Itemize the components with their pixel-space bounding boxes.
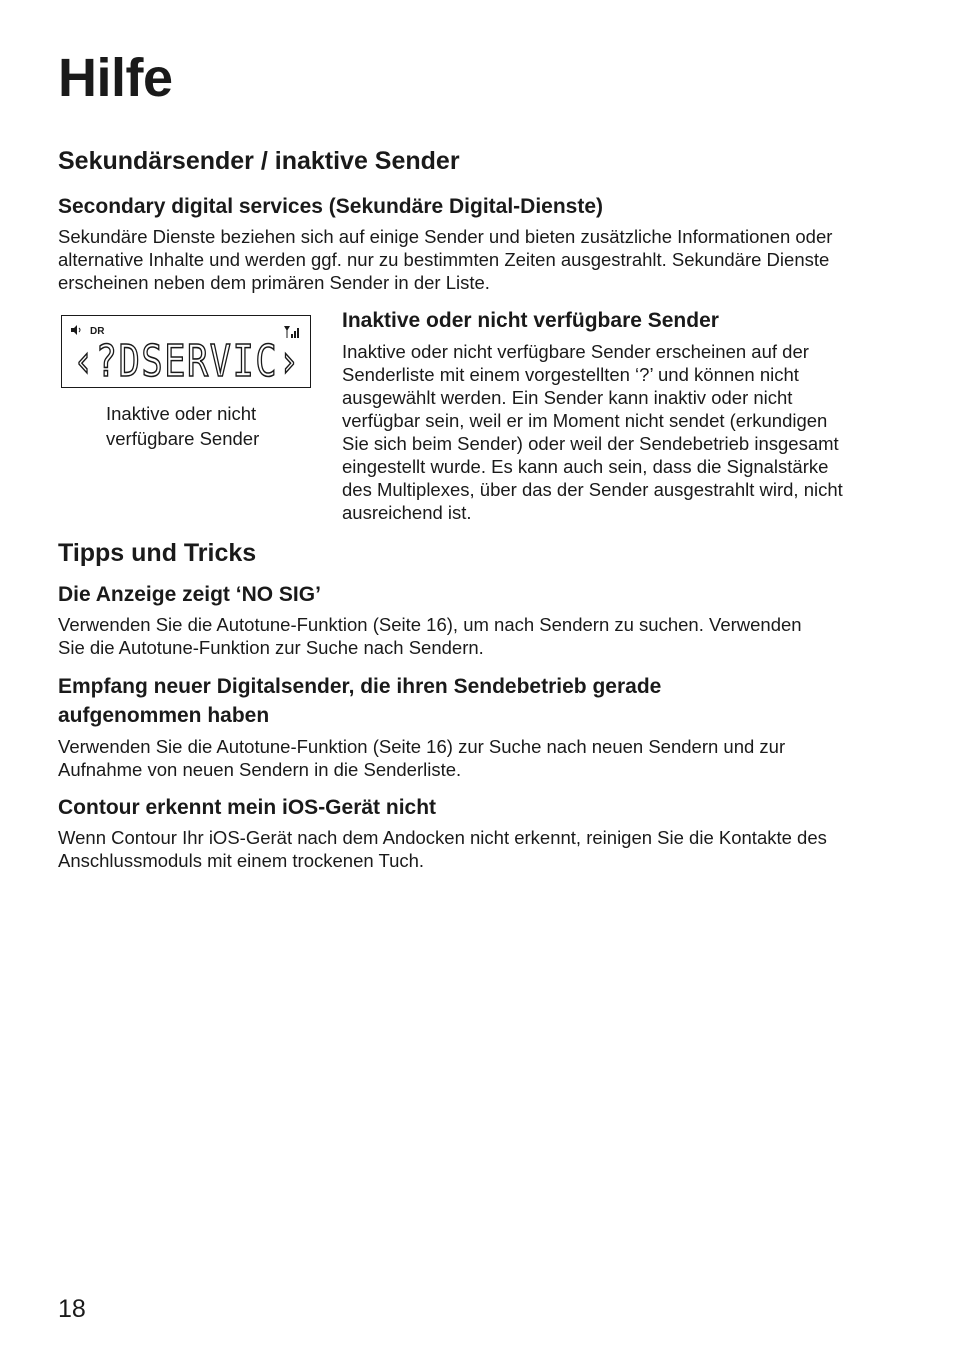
radio-display-illustration [61,315,311,388]
page-title: Hilfe [58,48,173,108]
section-heading-tips: Tipps und Tricks [58,539,257,567]
heading-line: aufgenommen haben [58,704,270,727]
lcd-text: ‹?DSERVIC› [73,336,301,387]
subheading-no-sig: Die Anzeige zeigt ‘NO SIG’ [58,583,321,606]
section-heading-secondary-services: Sekundärsender / inaktive Sender [58,147,460,175]
text-line: Aufnahme von neuen Sendern in die Senderliste. [58,759,462,780]
subheading-inactive-stations: Inaktive oder nicht verfügbare Sender [342,309,719,332]
subheading-secondary-digital-services: Secondary digital services (Sekundäre Digital-Dienste) [58,195,604,218]
text-line: eingestellt wurde. Es kann auch sein, dass die Signalstärke [342,456,829,477]
paragraph-new-stations [58,735,898,781]
figure-caption [106,401,286,451]
subheading-new-stations [58,672,898,730]
text-line: ausgewählt werden. Ein Sender kann inaktiv oder nicht [342,387,793,408]
heading-line: Empfang neuer Digitalsender, die ihren Sendebetrieb gerade [58,675,662,698]
text-line: Verwenden Sie die Autotune-Funktion (Seite 16) zur Suche nach neuen Sendern und zur [58,736,786,757]
dr-indicator: DR [90,326,105,337]
text-line: Senderliste mit einem vorgestellten ‘?’ und können nicht [342,364,799,385]
paragraph-secondary-services [58,225,898,294]
text-line: Anschlussmoduls mit einem trockenen Tuch. [58,850,425,871]
text-line: erscheinen neben dem primären Sender in der Liste. [58,272,490,293]
lcd-screen-text [70,336,304,387]
paragraph-ios-device [58,826,898,872]
text-line: Wenn Contour Ihr iOS-Gerät nach dem Andocken nicht erkennt, reinigen Sie die Kontakte des [58,827,827,848]
subheading-ios-device: Contour erkennt mein iOS-Gerät nicht [58,796,437,819]
text-line: Sie sich beim Sender) oder weil der Sendebetrieb insgesamt [342,433,839,454]
caption-line: verfügbare Sender [106,428,260,449]
text-line: verfügbar sein, weil er im Moment nicht sendet (erkundigen [342,410,828,431]
paragraph-no-sig [58,613,898,659]
text-line: Inaktive oder nicht verfügbare Sender erscheinen auf der [342,341,809,362]
text-line: alternative Inhalte und werden ggf. nur zu bestimmten Zeiten ausgestrahlt. Sekundäre Dienste [58,249,830,270]
text-line: Sie die Autotune-Funktion zur Suche nach Sendern. [58,637,484,658]
text-line: Verwenden Sie die Autotune-Funktion (Seite 16), um nach Sendern zu suchen. Verwenden [58,614,802,635]
text-line: des Multiplexes, über das der Sender ausgestrahlt wird, nicht [342,479,843,500]
page-number: 18 [58,1295,86,1323]
paragraph-inactive-stations [342,340,892,524]
text-line: ausreichend ist. [342,502,472,523]
text-line: Sekundäre Dienste beziehen sich auf einige Sender und bieten zusätzliche Informationen oder [58,226,833,247]
caption-line: Inaktive oder nicht [106,403,257,424]
